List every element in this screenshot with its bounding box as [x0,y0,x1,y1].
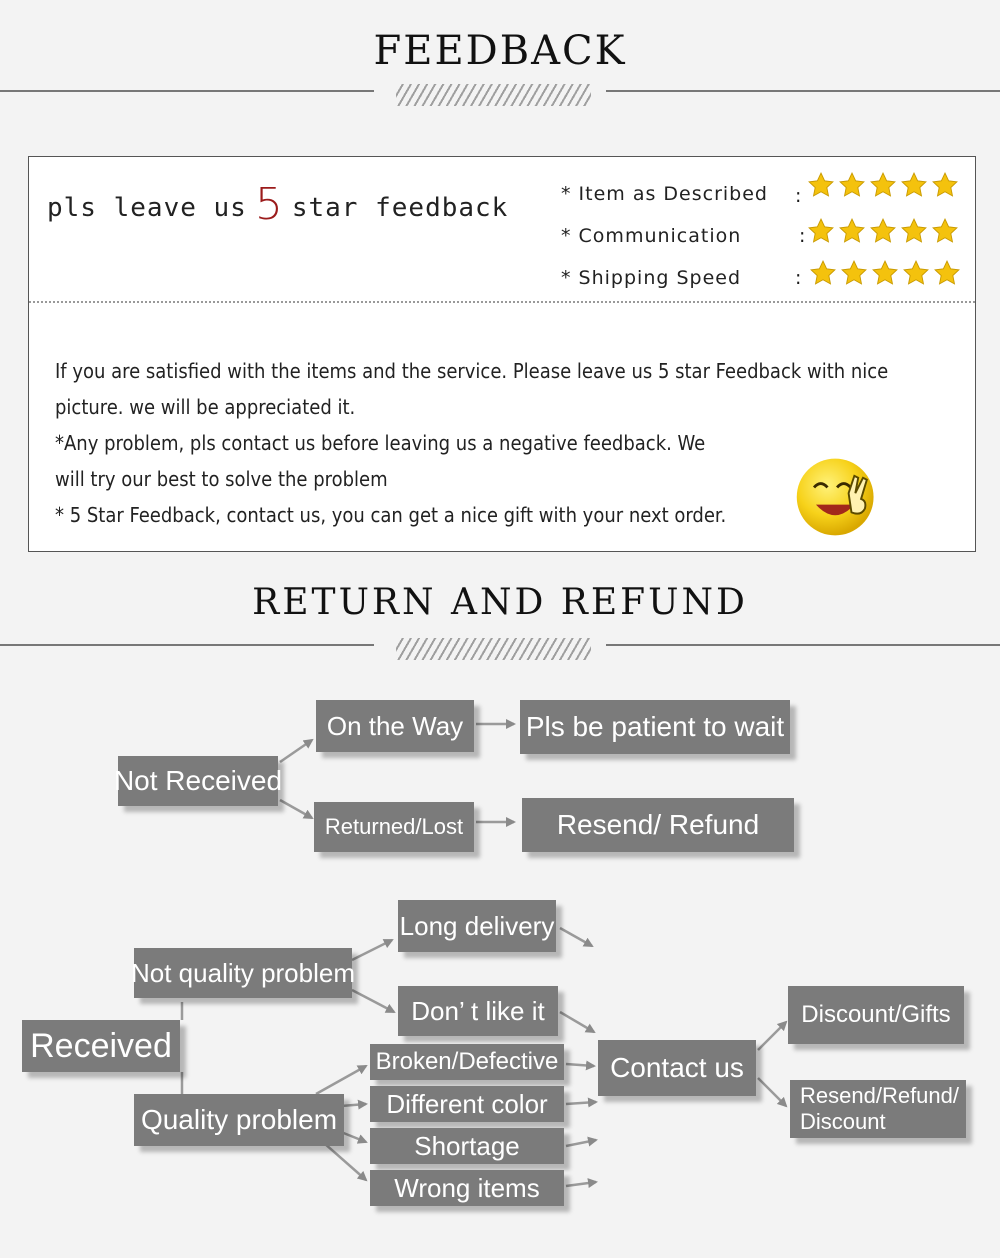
contact-us-box: Contact us [598,1040,756,1096]
resend-refund-discount-box [790,1080,966,1138]
rating-colon: : [795,185,802,207]
not-quality-box: Not quality problem [134,948,352,998]
different-color-box: Different color [370,1086,564,1122]
quality-box: Quality problem [134,1094,344,1146]
feedback-line-5: * 5 Star Feedback, contact us, you can get a nice gift with your next order. [55,503,727,527]
rating-label: * Communication [561,225,742,247]
tagline-pre: pls leave us [47,193,247,223]
rating-colon: : [795,267,802,289]
on-the-way-box: On the Way [316,700,474,752]
returned-lost-box: Returned/Lost [314,802,474,852]
rating-colon: : [799,225,806,247]
wrong-items-box: Wrong items [370,1170,564,1206]
resend-refund-discount-line-2: Discount [800,1109,886,1134]
rating-label: * Shipping Speed [561,267,742,289]
resend-refund-box: Resend/ Refund [522,798,794,852]
long-delivery-box: Long delivery [398,900,556,952]
broken-box: Broken/Defective [370,1044,564,1080]
return-title: RETURN AND REFUND [252,582,748,623]
feedback-line-4: will try our best to solve the problem [55,467,388,491]
tagline-post: star feedback [291,193,509,223]
dont-like-box: Don’ t like it [398,986,558,1036]
resend-refund-discount-line-1: Resend/Refund/ [800,1083,959,1108]
feedback-line-1: If you are satisfied with the items and the service. Please leave us 5 star Feedback with nice [55,359,889,383]
feedback-title: FEEDBACK [373,28,627,74]
rating-label: * Item as Described [561,183,768,205]
shortage-box: Shortage [370,1128,564,1164]
be-patient-box: Pls be patient to wait [520,700,790,754]
feedback-line-3: *Any problem, pls contact us before leaving us a negative feedback. We [55,431,706,455]
received-box: Received [22,1020,180,1072]
tagline-number: 5 [254,179,284,230]
feedback-line-2: picture. we will be appreciated it. [55,395,356,419]
not-received-box: Not Received [118,756,278,806]
discount-gifts-box: Discount/Gifts [788,986,964,1044]
